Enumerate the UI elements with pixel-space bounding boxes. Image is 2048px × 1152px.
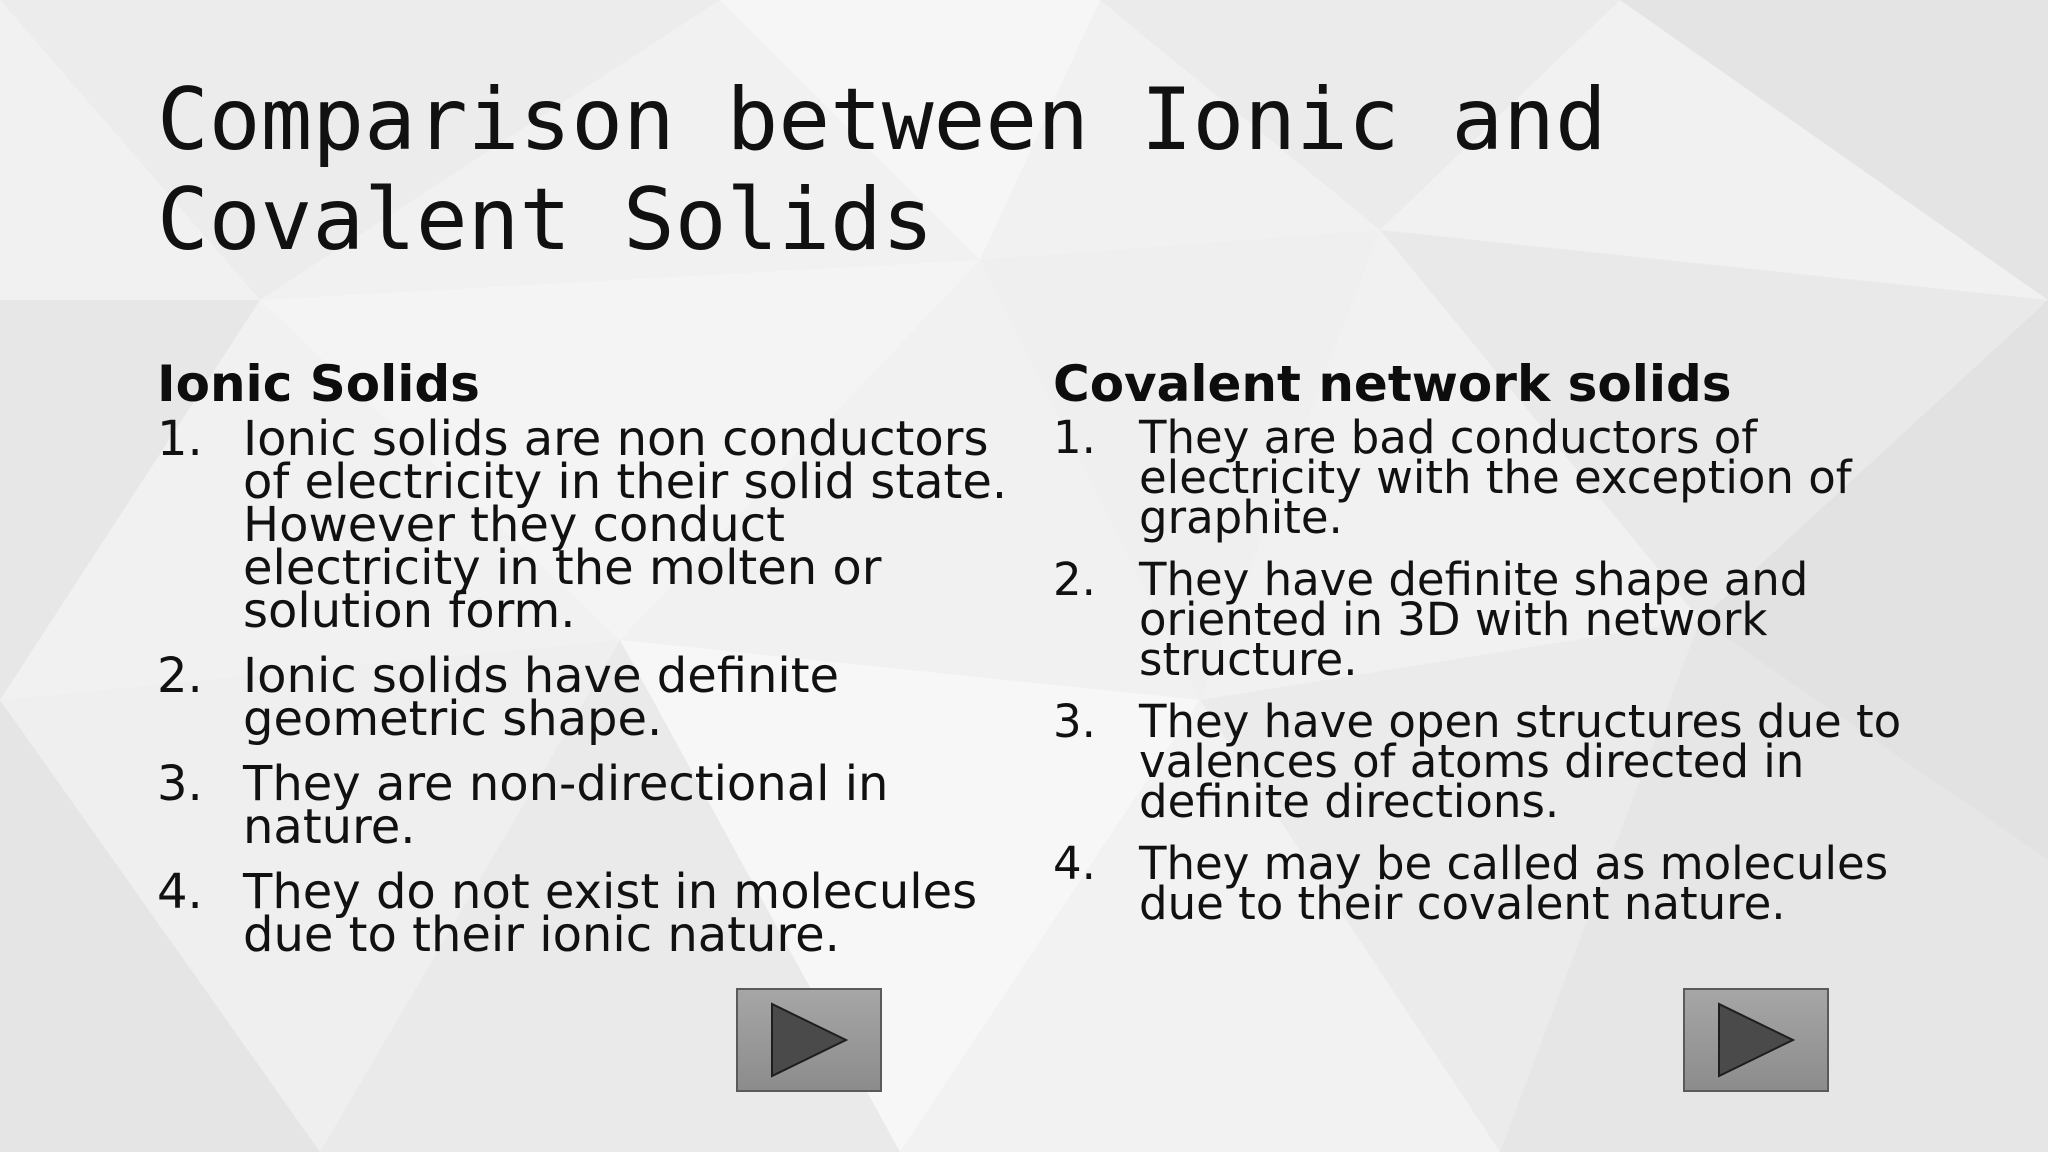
list-item-text: Ionic solids have definite geometric shape. (243, 648, 840, 747)
covalent-solids-list (1053, 411, 1933, 930)
covalent-solids-column (1053, 354, 1933, 946)
covalent-solids-heading: Covalent network solids (1053, 355, 1732, 413)
list-item-number: 2. (1053, 553, 1096, 606)
play-button-covalent[interactable] (1683, 988, 1829, 1092)
list-item-text: They are non-directional in nature. (243, 756, 889, 855)
list-item-text: They are bad conductors of electricity with the exception of graphite. (1139, 411, 1852, 544)
list-item-text: They may be called as molecules due to their covalent nature. (1139, 837, 1889, 930)
list-item (1053, 411, 1933, 544)
list-item-number: 1. (1053, 411, 1096, 464)
ionic-solids-heading: Ionic Solids (157, 355, 480, 413)
list-item (157, 648, 1017, 747)
list-item-text: Ionic solids are non conductors of electricity in their solid state. However they conduct electricity in the molten or solution form. (243, 411, 1008, 639)
list-item-text: They have open structures due to valences of atoms directed in definite directions. (1139, 695, 1902, 828)
list-item (1053, 553, 1933, 686)
list-item (157, 756, 1017, 855)
list-item-number: 1. (157, 411, 203, 467)
list-item (1053, 837, 1933, 930)
play-button-ionic[interactable] (736, 988, 882, 1092)
slide-title: Comparison between Ionic and Covalent Solids (157, 70, 1607, 270)
list-item-number: 4. (1053, 837, 1096, 890)
list-item-text: They have definite shape and oriented in 3D with network structure. (1139, 553, 1809, 686)
list-item-number: 2. (157, 648, 203, 704)
list-item-text: They do not exist in molecules due to their ionic nature. (243, 864, 978, 963)
list-item (1053, 695, 1933, 828)
list-item (157, 411, 1017, 639)
play-icon (738, 990, 880, 1090)
list-item-number: 3. (157, 756, 203, 812)
list-item (157, 864, 1017, 963)
list-item-number: 3. (1053, 695, 1096, 748)
ionic-solids-column (157, 354, 1017, 979)
play-icon (1685, 990, 1827, 1090)
list-item-number: 4. (157, 864, 203, 920)
ionic-solids-list (157, 411, 1017, 963)
